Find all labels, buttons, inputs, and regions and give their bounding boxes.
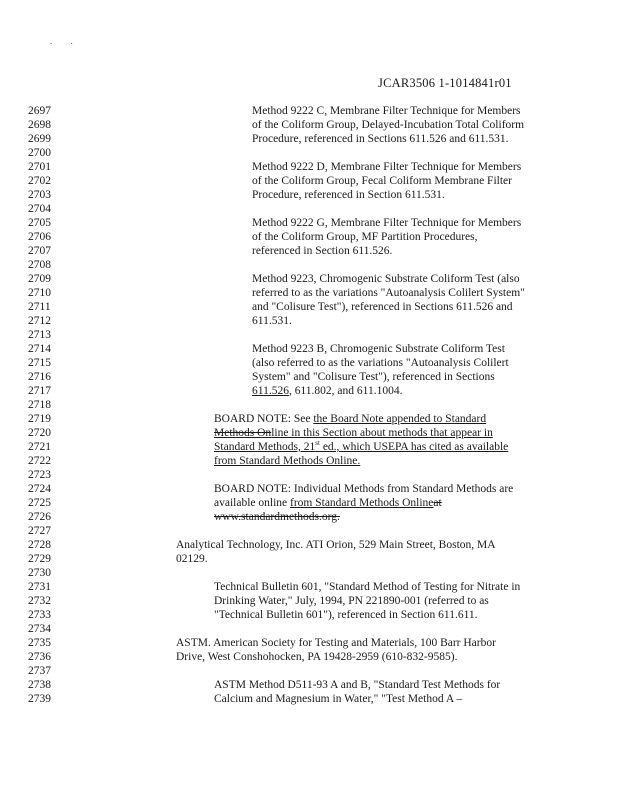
- board-note-line: www.standardmethods.org.: [214, 511, 340, 523]
- text-line: of the Coliform Group, Delayed-Incubation Total Coliform: [252, 119, 525, 131]
- text-line: Calcium and Magnesium in Water," "Test Method A –: [214, 693, 463, 705]
- superscript: st: [315, 439, 320, 448]
- line-number: 2721: [28, 441, 51, 453]
- text-line: [252, 384, 402, 398]
- line-number: 2733: [28, 609, 51, 621]
- text-line: System" and "Colisure Test"), referenced in Sections: [252, 371, 495, 383]
- board-note-line: [214, 426, 493, 440]
- board-note-line: BOARD NOTE: Individual Methods from Standard Methods are: [214, 483, 514, 495]
- line-number: 2697: [28, 105, 51, 117]
- line-number: 2705: [28, 217, 51, 229]
- board-note-line: [214, 412, 486, 426]
- underlined-text: line in this Section about methods that appear in: [271, 427, 493, 439]
- text-line: ASTM Method D511-93 A and B, "Standard Test Methods for: [214, 679, 501, 691]
- text-line: Procedure, referenced in Sections 611.526 and 611.531.: [252, 133, 509, 145]
- line-number: 2727: [28, 525, 51, 537]
- line-number: 2730: [28, 567, 51, 579]
- text-line: of the Coliform Group, Fecal Coliform Membrane Filter: [252, 175, 512, 187]
- text-line: Drive, West Conshohocken, PA 19428-2959 (610-832-9585).: [176, 651, 458, 663]
- line-number: 2715: [28, 357, 51, 369]
- line-number: 2725: [28, 497, 51, 509]
- text-line: Analytical Technology, Inc. ATI Orion, 529 Main Street, Boston, MA: [176, 539, 496, 551]
- text-line: referenced in Section 611.526.: [252, 245, 393, 257]
- plain-text: BOARD NOTE: See: [214, 413, 314, 425]
- underlined-text: from Standard Methods Online: [290, 497, 434, 509]
- line-number: 2707: [28, 245, 51, 257]
- struck-text: Methods On: [214, 427, 272, 439]
- line-number: 2709: [28, 273, 51, 285]
- line-number: 2735: [28, 637, 51, 649]
- text-line: Method 9223 B, Chromogenic Substrate Coliform Test: [252, 343, 505, 355]
- line-number: 2710: [28, 287, 51, 299]
- line-number: 2702: [28, 175, 51, 187]
- line-number: 2724: [28, 483, 51, 495]
- line-number: 2704: [28, 203, 51, 215]
- line-number: 2739: [28, 693, 51, 705]
- board-note-line: [214, 440, 508, 454]
- document-header: JCAR3506 1-1014841r01: [378, 76, 512, 90]
- line-number: 2737: [28, 665, 51, 677]
- plain-text: available online: [214, 497, 290, 509]
- text-line: Method 9223, Chromogenic Substrate Coliform Test (also: [252, 273, 520, 285]
- line-number: 2712: [28, 315, 51, 327]
- text-line: Technical Bulletin 601, "Standard Method of Testing for Nitrate in: [214, 581, 521, 593]
- underlined-text: ed., which USEPA has cited as available: [319, 441, 509, 453]
- line-number: 2738: [28, 679, 51, 691]
- board-note-line: from Standard Methods Online.: [214, 455, 361, 467]
- struck-text: at: [433, 497, 442, 509]
- text-line: Method 9222 G, Membrane Filter Technique for Members: [252, 217, 522, 229]
- board-note-line: [214, 496, 442, 510]
- underlined-text: the Board Note appended to Standard: [313, 413, 487, 425]
- plain-text: , 611.802, and 611.1004.: [288, 385, 403, 397]
- line-number: 2714: [28, 343, 51, 355]
- line-number: 2729: [28, 553, 51, 565]
- line-number: 2734: [28, 623, 51, 635]
- line-number: 2713: [28, 329, 51, 341]
- line-number: 2731: [28, 581, 51, 593]
- line-number: 2722: [28, 455, 51, 467]
- text-line: (also referred to as the variations "Autoanalysis Colilert: [252, 357, 509, 369]
- text-line: Procedure, referenced in Section 611.531.: [252, 189, 445, 201]
- line-number: 2698: [28, 119, 51, 131]
- line-number: 2719: [28, 413, 51, 425]
- text-line: "Technical Bulletin 601"), referenced in Section 611.611.: [214, 609, 478, 621]
- top-marks: . .: [50, 36, 81, 46]
- line-number: 2718: [28, 399, 51, 411]
- line-number: 2701: [28, 161, 51, 173]
- line-number: 2706: [28, 231, 51, 243]
- text-line: Method 9222 C, Membrane Filter Technique for Members: [252, 105, 521, 117]
- text-line: Drinking Water," July, 1994, PN 221890-001 (referred to as: [214, 595, 489, 607]
- line-number: 2720: [28, 427, 51, 439]
- line-number: 2717: [28, 385, 51, 397]
- line-number: 2726: [28, 511, 51, 523]
- text-line: Method 9222 D, Membrane Filter Technique for Members: [252, 161, 522, 173]
- text-line: and "Colisure Test"), referenced in Sections 611.526 and: [252, 301, 513, 313]
- line-number: 2736: [28, 651, 51, 663]
- line-number: 2716: [28, 371, 51, 383]
- line-number: 2708: [28, 259, 51, 271]
- text-line: 02129.: [176, 553, 208, 565]
- text-line: referred to as the variations "Autoanalysis Colilert System": [252, 287, 525, 299]
- underlined-text: 611.526: [252, 385, 289, 397]
- line-number: 2732: [28, 595, 51, 607]
- line-number: 2728: [28, 539, 51, 551]
- line-number: 2703: [28, 189, 51, 201]
- underlined-text: Standard Methods, 21: [214, 441, 316, 453]
- text-line: ASTM. American Society for Testing and Materials, 100 Barr Harbor: [176, 637, 496, 649]
- text-line: 611.531.: [252, 315, 292, 327]
- text-line: of the Coliform Group, MF Partition Procedures,: [252, 231, 478, 243]
- line-number: 2699: [28, 133, 51, 145]
- line-number: 2723: [28, 469, 51, 481]
- line-number: 2700: [28, 147, 51, 159]
- line-number: 2711: [28, 301, 51, 313]
